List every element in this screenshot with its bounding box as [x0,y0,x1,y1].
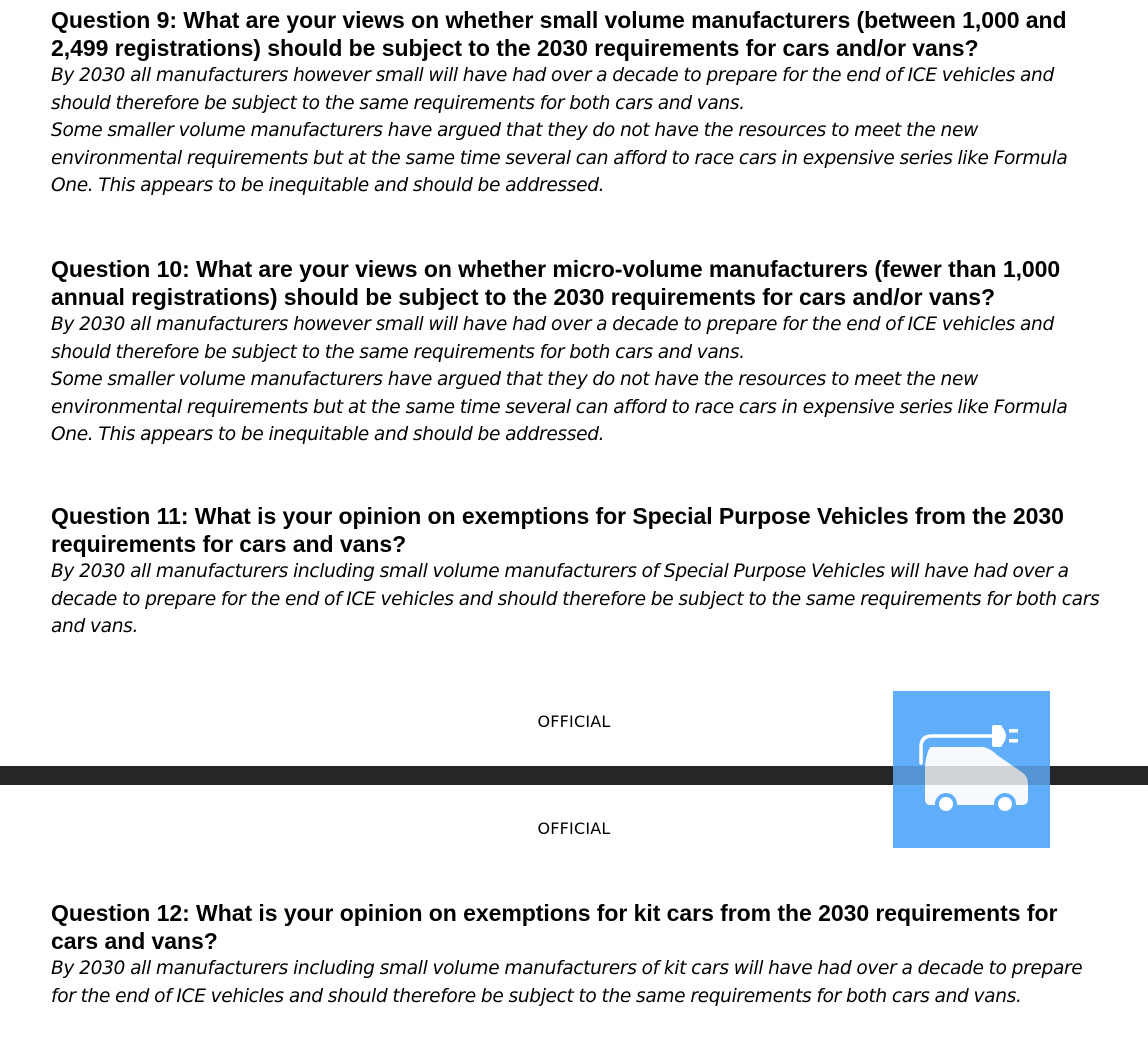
official-footer-marking: OFFICIAL [537,712,611,731]
question-9-answer [51,62,1101,200]
answer-paragraph: Some smaller volume manufacturers have argued that they do not have the resources to meet the new environmental requirements but at the same time several can afford to race cars in expensive series like Formula One. This appears to be inequitable and should be addressed. [51,120,1068,197]
answer-paragraph: By 2030 all manufacturers however small will have had over a decade to prepare for the end of ICE vehicles and should therefore be subject to the same requirements for both cars and vans. [51,314,1054,363]
official-header-marking: OFFICIAL [537,819,611,838]
question-10-heading: Question 10: What are your views on whether micro-volume manufacturers (fewer than 1,000 annual registrations) should be subject to the 2030 requirements for cars and/or vans? [51,256,1061,310]
question-11-heading: Question 11: What is your opinion on exemptions for Special Purpose Vehicles from the 2030 requirements for cars and vans? [51,503,1064,557]
question-9-heading: Question 9: What are your views on whether small volume manufacturers (between 1,000 and 2,499 registrations) should be subject to the 2030 requirements for cars and/or vans? [51,7,1067,61]
question-10-answer [51,311,1101,449]
question-9-section [51,7,1101,200]
question-12-heading: Question 12: What is your opinion on exemptions for kit cars from the 2030 requirements for cars and vans? [51,900,1058,954]
answer-paragraph: By 2030 all manufacturers however small will have had over a decade to prepare for the end of ICE vehicles and should therefore be subject to the same requirements for both cars and vans. [51,65,1054,114]
ev-logo [893,691,1050,848]
answer-paragraph: By 2030 all manufacturers including small volume manufacturers of kit cars will have had over a decade to prepare for the end of ICE vehicles and should therefore be subject to the same requirements for both cars and vans. [51,958,1083,1007]
question-11-answer [51,558,1101,641]
answer-paragraph: Some smaller volume manufacturers have argued that they do not have the resources to meet the new environmental requirements but at the same time several can afford to race cars in expensive series like Formula One. This appears to be inequitable and should be addressed. [51,369,1068,446]
answer-paragraph: By 2030 all manufacturers including small volume manufacturers of Special Purpose Vehicles will have had over a decade to prepare for the end of ICE vehicles and should therefore be subject to the same requirements for both cars and vans. [51,561,1100,638]
question-11-section [51,503,1101,641]
question-10-section [51,256,1101,449]
question-12-section [51,900,1101,1010]
electric-car-plug-icon [893,691,1050,848]
question-12-answer [51,955,1101,1010]
